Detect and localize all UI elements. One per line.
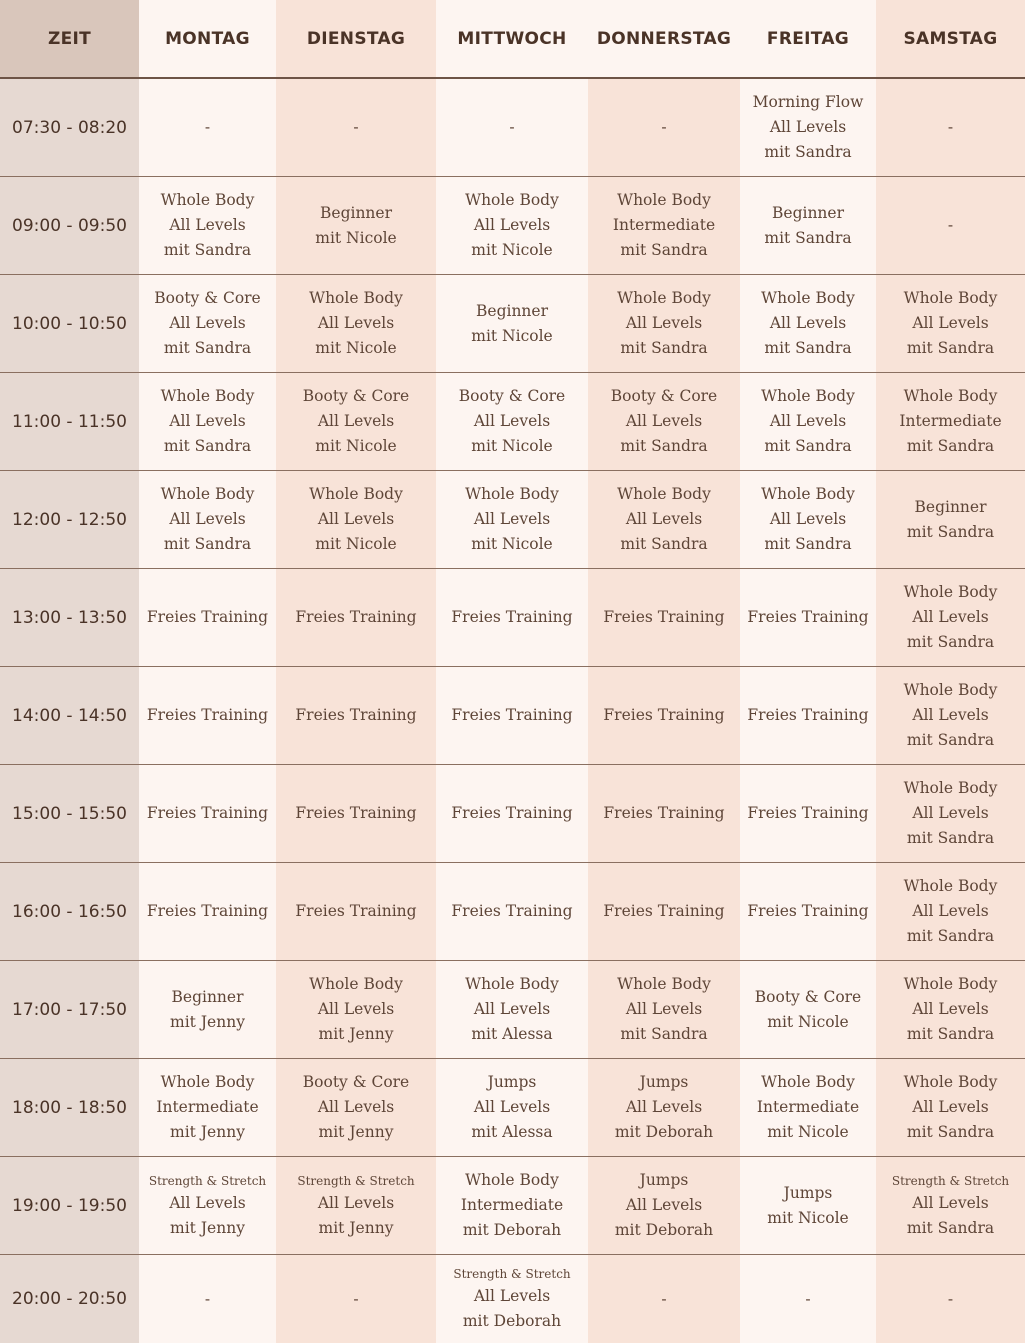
class-cell (740, 275, 876, 373)
class-name: Freies Training (603, 902, 725, 920)
class-cell (139, 961, 276, 1059)
class-level: All Levels (473, 1000, 551, 1018)
class-name: Whole Body (903, 387, 998, 405)
class-cell (588, 765, 740, 863)
class-cell (876, 765, 1025, 863)
class-name: Freies Training (603, 608, 725, 626)
class-name: Whole Body (309, 485, 403, 503)
class-name: Whole Body (465, 975, 559, 993)
class-level: All Levels (473, 1287, 551, 1305)
class-cell (276, 1255, 436, 1343)
class-instructor: mit Sandra (764, 339, 852, 357)
class-name: Booty & Core (754, 987, 862, 1006)
class-cell (276, 765, 436, 863)
class-cell (588, 1157, 740, 1255)
class-level: All Levels (912, 706, 989, 724)
class-instructor: mit Nicole (767, 1012, 849, 1031)
class-name: Whole Body (465, 191, 559, 209)
class-name: Whole Body (309, 975, 403, 993)
class-cell (740, 177, 876, 275)
class-name: Whole Body (903, 681, 998, 699)
class-level: Intermediate (899, 412, 1002, 430)
class-level: All Levels (625, 1196, 703, 1214)
class-instructor: mit Alessa (471, 1025, 553, 1043)
header-day-wednesday: MITTWOCH (436, 0, 588, 79)
class-cell (876, 667, 1025, 765)
class-instructor: mit Nicole (315, 437, 397, 455)
class-name: Whole Body (309, 289, 403, 307)
class-cell (139, 569, 276, 667)
class-instructor: mit Sandra (620, 241, 708, 259)
class-level: All Levels (625, 510, 703, 528)
class-instructor: mit Sandra (906, 1123, 995, 1141)
class-level: All Levels (625, 1000, 703, 1018)
class-level: All Levels (317, 1000, 395, 1018)
class-level: All Levels (769, 412, 847, 430)
class-instructor: mit Jenny (318, 1123, 394, 1141)
class-level: All Levels (912, 608, 989, 626)
class-instructor: mit Sandra (620, 339, 708, 357)
class-name: - (353, 118, 359, 136)
class-level: All Levels (317, 510, 395, 528)
class-cell (740, 1059, 876, 1157)
class-instructor: mit Nicole (471, 241, 553, 259)
class-instructor: mit Nicole (767, 1208, 849, 1227)
class-name: Whole Body (160, 1073, 255, 1091)
class-cell (436, 1059, 588, 1157)
class-cell (876, 1157, 1025, 1255)
class-name: Booty & Core (458, 387, 566, 405)
class-name: Freies Training (747, 804, 869, 822)
class-cell (436, 765, 588, 863)
class-cell (139, 373, 276, 471)
class-name: Strength & Stretch (891, 1173, 1010, 1188)
class-name: Booty & Core (302, 1073, 410, 1091)
class-name: - (661, 118, 667, 136)
class-level: All Levels (912, 1098, 989, 1116)
class-name: Beginner (320, 203, 392, 222)
class-instructor: mit Sandra (764, 437, 852, 455)
class-cell (588, 373, 740, 471)
class-instructor: mit Sandra (906, 522, 995, 541)
class-instructor: mit Sandra (764, 143, 852, 161)
class-instructor: mit Nicole (471, 326, 553, 345)
class-name: Beginner (914, 497, 987, 516)
class-name: Freies Training (747, 608, 869, 626)
class-cell (740, 765, 876, 863)
class-cell (876, 1059, 1025, 1157)
class-name: Booty & Core (610, 387, 718, 405)
class-level: All Levels (169, 1193, 246, 1212)
class-name: Booty & Core (302, 387, 410, 405)
class-cell (276, 1157, 436, 1255)
class-instructor: mit Sandra (764, 535, 852, 553)
class-cell (436, 569, 588, 667)
class-name: Strength & Stretch (453, 1267, 571, 1281)
time-slot-label: 17:00 - 17:50 (0, 961, 139, 1059)
class-cell (139, 177, 276, 275)
class-cell (588, 79, 740, 177)
class-cell (740, 1157, 876, 1255)
class-name: Freies Training (146, 902, 269, 920)
class-instructor: mit Nicole (315, 339, 397, 357)
class-instructor: mit Nicole (315, 228, 397, 247)
class-name: Beginner (476, 301, 548, 320)
class-name: Whole Body (617, 191, 711, 209)
class-name: Whole Body (903, 975, 998, 993)
class-cell (740, 1255, 876, 1343)
class-cell (436, 1255, 588, 1343)
class-cell (588, 569, 740, 667)
class-name: Jumps (639, 1073, 689, 1091)
class-level: All Levels (473, 1098, 551, 1116)
class-level: All Levels (317, 314, 395, 332)
class-instructor: mit Sandra (620, 535, 708, 553)
class-name: - (204, 118, 211, 136)
time-slot-label: 11:00 - 11:50 (0, 373, 139, 471)
class-name: Jumps (639, 1171, 689, 1189)
class-instructor: mit Sandra (906, 1218, 995, 1237)
time-slot-label: 16:00 - 16:50 (0, 863, 139, 961)
class-cell (436, 1157, 588, 1255)
class-instructor: mit Sandra (764, 228, 852, 247)
class-level: All Levels (625, 412, 703, 430)
class-name: Beginner (171, 987, 244, 1006)
class-name: Freies Training (146, 706, 269, 724)
class-instructor: mit Nicole (471, 437, 553, 455)
class-name: Whole Body (903, 289, 998, 307)
time-slot-label: 07:30 - 08:20 (0, 79, 139, 177)
time-slot-label: 19:00 - 19:50 (0, 1157, 139, 1255)
class-instructor: mit Sandra (906, 437, 995, 455)
class-cell (276, 177, 436, 275)
header-day-saturday: SAMSTAG (876, 0, 1025, 79)
class-name: - (947, 216, 954, 234)
class-instructor: mit Sandra (906, 829, 995, 847)
class-instructor: mit Jenny (170, 1218, 245, 1237)
class-cell (276, 471, 436, 569)
class-name: Whole Body (617, 975, 711, 993)
class-name: Whole Body (761, 1073, 855, 1091)
class-cell (139, 79, 276, 177)
class-level: All Levels (473, 510, 551, 528)
class-name: - (947, 1289, 954, 1308)
class-name: Freies Training (295, 706, 417, 724)
class-instructor: mit Nicole (767, 1123, 849, 1141)
class-cell (139, 765, 276, 863)
class-cell (588, 177, 740, 275)
class-cell (436, 863, 588, 961)
class-cell (139, 1255, 276, 1343)
class-name: - (353, 1289, 359, 1308)
class-name: - (947, 118, 954, 136)
class-name: Strength & Stretch (148, 1173, 267, 1188)
class-level: All Levels (317, 412, 395, 430)
class-level: Intermediate (756, 1098, 860, 1116)
class-cell (436, 177, 588, 275)
class-level: All Levels (473, 216, 551, 234)
class-instructor: mit Jenny (318, 1218, 394, 1237)
class-level: All Levels (912, 1000, 989, 1018)
class-cell (139, 667, 276, 765)
class-cell (876, 863, 1025, 961)
class-name: Whole Body (160, 485, 255, 503)
class-name: Whole Body (160, 191, 255, 209)
time-slot-label: 12:00 - 12:50 (0, 471, 139, 569)
header-time: ZEIT (0, 0, 139, 79)
class-instructor: mit Sandra (906, 1025, 995, 1043)
class-name: Jumps (487, 1073, 537, 1091)
class-level: All Levels (169, 216, 246, 234)
time-slot-label: 13:00 - 13:50 (0, 569, 139, 667)
class-cell (588, 1255, 740, 1343)
time-slot-label: 15:00 - 15:50 (0, 765, 139, 863)
class-cell (436, 471, 588, 569)
class-name: Whole Body (903, 583, 998, 601)
class-cell (876, 1255, 1025, 1343)
class-instructor: mit Deborah (614, 1123, 714, 1141)
class-instructor: mit Deborah (462, 1312, 562, 1330)
header-day-tuesday: DIENSTAG (276, 0, 436, 79)
class-name: Whole Body (617, 289, 711, 307)
class-cell (276, 667, 436, 765)
class-name: Freies Training (295, 902, 417, 920)
class-instructor: mit Sandra (906, 927, 995, 945)
class-instructor: mit Alessa (471, 1123, 553, 1141)
class-level: Intermediate (156, 1098, 259, 1116)
class-cell (139, 863, 276, 961)
class-name: Freies Training (451, 804, 573, 822)
class-level: All Levels (769, 314, 847, 332)
class-name: Whole Body (761, 485, 855, 503)
class-cell (436, 79, 588, 177)
class-name: Strength & Stretch (297, 1173, 415, 1188)
class-name: - (204, 1289, 211, 1308)
class-instructor: mit Sandra (163, 437, 252, 455)
class-instructor: mit Sandra (906, 633, 995, 651)
class-name: - (661, 1289, 667, 1308)
class-instructor: mit Sandra (163, 241, 252, 259)
class-cell (276, 961, 436, 1059)
class-level: All Levels (625, 1098, 703, 1116)
time-slot-label: 10:00 - 10:50 (0, 275, 139, 373)
class-cell (876, 471, 1025, 569)
class-instructor: mit Sandra (163, 339, 252, 357)
class-level: All Levels (912, 314, 989, 332)
class-cell (588, 961, 740, 1059)
class-cell (740, 961, 876, 1059)
class-level: All Levels (912, 804, 989, 822)
class-cell (139, 471, 276, 569)
class-instructor: mit Sandra (906, 339, 995, 357)
class-cell (876, 79, 1025, 177)
class-level: All Levels (169, 510, 246, 528)
class-level: Intermediate (612, 216, 716, 234)
class-instructor: mit Sandra (163, 535, 252, 553)
class-name: Freies Training (295, 608, 417, 626)
class-name: Whole Body (617, 485, 711, 503)
class-name: Whole Body (160, 387, 255, 405)
class-name: Whole Body (465, 485, 559, 503)
class-name: Freies Training (603, 706, 725, 724)
class-instructor: mit Sandra (620, 437, 708, 455)
class-instructor: mit Nicole (471, 535, 553, 553)
class-level: All Levels (769, 510, 847, 528)
class-instructor: mit Jenny (170, 1012, 245, 1031)
class-cell (740, 471, 876, 569)
class-cell (740, 79, 876, 177)
class-cell (876, 275, 1025, 373)
class-name: Freies Training (747, 706, 869, 724)
class-cell (740, 569, 876, 667)
class-name: Whole Body (465, 1171, 559, 1189)
class-level: All Levels (769, 118, 847, 136)
time-slot-label: 18:00 - 18:50 (0, 1059, 139, 1157)
class-name: Freies Training (603, 804, 725, 822)
time-slot-label: 20:00 - 20:50 (0, 1255, 139, 1343)
class-cell (436, 667, 588, 765)
class-level: All Levels (317, 1193, 395, 1212)
class-cell (740, 667, 876, 765)
class-level: All Levels (169, 412, 246, 430)
class-name: Jumps (783, 1183, 833, 1202)
class-instructor: mit Jenny (170, 1123, 245, 1141)
class-cell (276, 373, 436, 471)
class-instructor: mit Deborah (614, 1221, 714, 1239)
class-cell (276, 79, 436, 177)
header-day-thursday: DONNERSTAG (588, 0, 740, 79)
header-day-friday: FREITAG (740, 0, 876, 79)
class-cell (876, 177, 1025, 275)
class-name: Freies Training (451, 706, 573, 724)
class-cell (139, 1059, 276, 1157)
class-cell (139, 275, 276, 373)
class-level: All Levels (169, 314, 246, 332)
class-cell (588, 275, 740, 373)
class-name: Morning Flow (752, 93, 864, 111)
class-name: Whole Body (761, 387, 855, 405)
class-level: All Levels (317, 1098, 395, 1116)
class-name: Freies Training (295, 804, 417, 822)
class-cell (276, 1059, 436, 1157)
header-day-monday: MONTAG (139, 0, 276, 79)
class-cell (276, 569, 436, 667)
class-cell (588, 1059, 740, 1157)
class-instructor: mit Sandra (620, 1025, 708, 1043)
class-level: All Levels (473, 412, 551, 430)
class-name: Beginner (772, 203, 844, 222)
class-cell (740, 863, 876, 961)
class-cell (588, 471, 740, 569)
class-cell (876, 961, 1025, 1059)
class-instructor: mit Sandra (906, 731, 995, 749)
class-level: All Levels (912, 1193, 989, 1212)
class-cell (740, 373, 876, 471)
class-name: Freies Training (747, 902, 869, 920)
class-instructor: mit Nicole (315, 535, 397, 553)
class-name: Whole Body (903, 877, 998, 895)
class-cell (436, 373, 588, 471)
class-cell (139, 1157, 276, 1255)
class-name: Freies Training (451, 902, 573, 920)
class-name: Whole Body (761, 289, 855, 307)
class-instructor: mit Jenny (318, 1025, 394, 1043)
class-name: Freies Training (146, 804, 269, 822)
class-cell (276, 275, 436, 373)
class-level: Intermediate (460, 1196, 564, 1214)
time-slot-label: 09:00 - 09:50 (0, 177, 139, 275)
class-cell (276, 863, 436, 961)
class-name: Whole Body (903, 779, 998, 797)
class-instructor: mit Deborah (462, 1221, 562, 1239)
time-slot-label: 14:00 - 14:50 (0, 667, 139, 765)
class-name: - (509, 118, 515, 136)
class-cell (876, 373, 1025, 471)
class-level: All Levels (625, 314, 703, 332)
class-name: Booty & Core (154, 289, 261, 307)
class-cell (876, 569, 1025, 667)
class-level: All Levels (912, 902, 989, 920)
class-name: Freies Training (451, 608, 573, 626)
class-name: Whole Body (903, 1073, 998, 1091)
class-cell (436, 961, 588, 1059)
class-name: Freies Training (146, 608, 269, 626)
class-cell (588, 863, 740, 961)
class-cell (588, 667, 740, 765)
class-cell (436, 275, 588, 373)
class-name: - (805, 1289, 811, 1308)
